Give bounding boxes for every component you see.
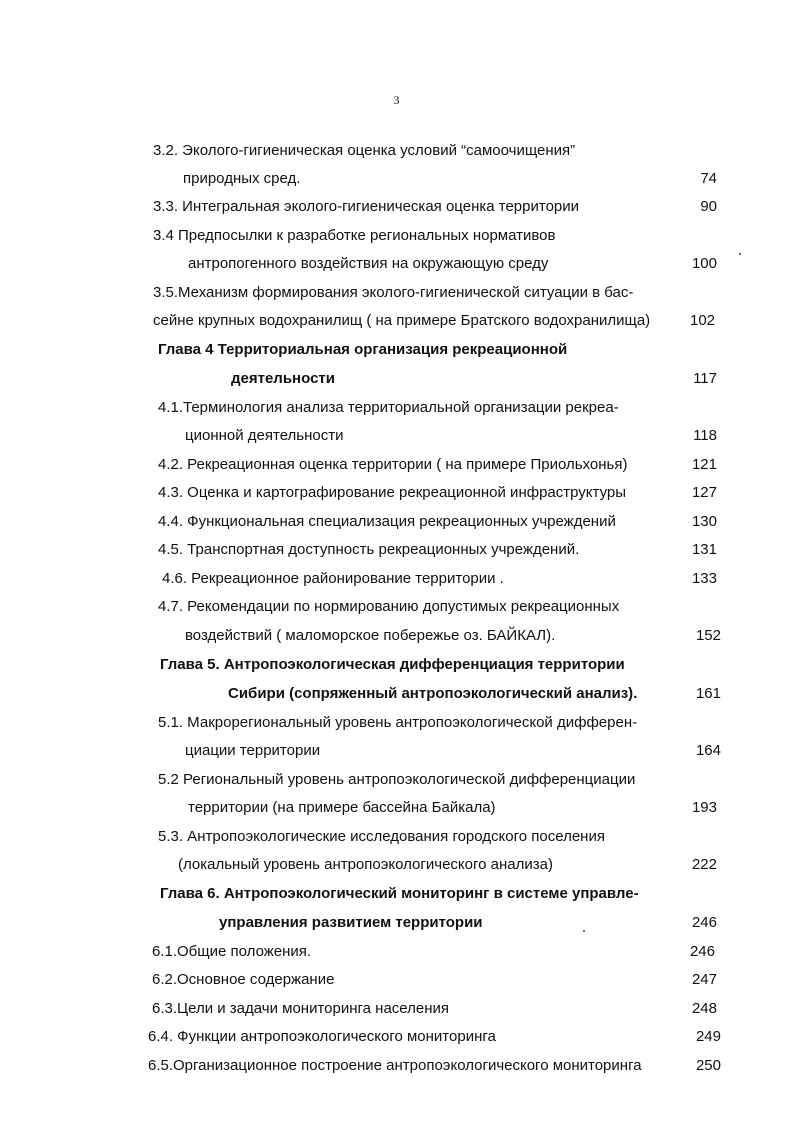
scan-speck: [739, 253, 741, 255]
toc-page-number: 161: [695, 685, 721, 702]
toc-entry: природных сред.: [183, 170, 301, 187]
toc-entry: 6.3.Цели и задачи мониторинга населения: [152, 1000, 450, 1017]
toc-entry: (локальный уровень антропоэкологического анализа): [178, 856, 553, 873]
toc-page-number: 127: [691, 484, 717, 501]
toc-entry: сейне крупных водохранилищ ( на примере Братского водохранилища): [153, 312, 651, 329]
toc-entry: 4.4. Функциональная специализация рекреационных учреждений: [158, 513, 616, 530]
toc-entry: 6.5.Организационное построение антропоэкологического мониторинга: [148, 1057, 642, 1074]
toc-page-number: 193: [691, 799, 717, 816]
toc-entry: 5.2 Региональный уровень антропоэкологической дифференциации: [158, 771, 636, 788]
toc-entry: 4.1.Терминология анализа территориальной организации рекреа-: [158, 399, 619, 416]
chapter-heading: Глава 5. Антропоэкологическая дифференциация территории: [160, 656, 625, 673]
toc-entry: 3.3. Интегральная эколого-гигиеническая оценка территории: [153, 198, 580, 215]
chapter-heading: Глава 6. Антропоэкологический мониторинг в системе управле-: [160, 885, 639, 902]
toc-page-number: 121: [691, 456, 717, 473]
toc-entry: 5.3. Антропоэкологические исследования городского поселения: [158, 828, 605, 845]
toc-page-number: 131: [691, 541, 717, 558]
toc-entry: ционной деятельности: [185, 427, 344, 444]
toc-page-number: 133: [691, 570, 717, 587]
chapter-heading: деятельности: [231, 370, 335, 387]
toc-page-number: 248: [691, 1000, 717, 1017]
toc-page-number: 100: [691, 255, 717, 272]
toc-entry: 4.3. Оценка и картографирование рекреационной инфраструктуры: [158, 484, 627, 501]
toc-page-number: 249: [695, 1028, 721, 1045]
toc-page-number: 222: [691, 856, 717, 873]
toc-page-number: 152: [695, 627, 721, 644]
chapter-heading: управления развитием территории: [219, 914, 483, 931]
toc-entry: 4.7. Рекомендации по нормированию допустимых рекреационных: [158, 598, 620, 615]
toc-entry: циации территории: [185, 742, 321, 759]
toc-page-number: 90: [700, 198, 717, 215]
toc-page-number: 247: [691, 971, 717, 988]
chapter-heading: Сибири (сопряженный антропоэкологический анализ).: [228, 685, 638, 702]
toc-entry: 6.2.Основное содержание: [152, 971, 335, 988]
toc-entry: 6.1.Общие положения.: [152, 943, 312, 960]
toc-page-number: 130: [691, 513, 717, 530]
toc-page-number: 102: [690, 312, 716, 329]
toc-page-number: 250: [695, 1057, 721, 1074]
toc-entry: 4.6. Рекреационное районирование территории .: [162, 570, 504, 587]
toc-entry: 4.5. Транспортная доступность рекреационных учреждений.: [158, 541, 580, 558]
page-number: 3: [393, 93, 400, 107]
toc-entry: 5.1. Макрорегиональный уровень антропоэкологической дифферен-: [158, 714, 638, 731]
toc-entry: 3.5.Механизм формирования эколого-гигиенической ситуации в бас-: [153, 284, 634, 301]
toc-page-number: 117: [693, 370, 717, 387]
toc-entry: 3.2. Эколого-гигиеническая оценка условий “самоочищения”: [153, 142, 576, 159]
toc-page-number: 246: [689, 943, 715, 960]
toc-entry: территории (на примере бассейна Байкала): [188, 799, 496, 816]
toc-entry: воздействий ( маломорское побережье оз. БАЙКАЛ).: [185, 627, 556, 644]
toc-page-number: 74: [700, 170, 717, 187]
toc-page-number: 246: [691, 914, 717, 931]
toc-entry: 6.4. Функции антропоэкологического мониторинга: [148, 1028, 496, 1045]
toc-entry: антропогенного воздействия на окружающую среду: [188, 255, 549, 272]
toc-entry: 4.2. Рекреационная оценка территории ( на примере Приольхонья): [158, 456, 628, 473]
toc-page-number: 164: [695, 742, 721, 759]
toc-page-number: 118: [693, 427, 717, 444]
chapter-heading: Глава 4 Территориальная организация рекреационной: [158, 341, 568, 358]
toc-entry: 3.4 Предпосылки к разработке региональных нормативов: [153, 227, 556, 244]
scan-speck: [583, 930, 585, 932]
